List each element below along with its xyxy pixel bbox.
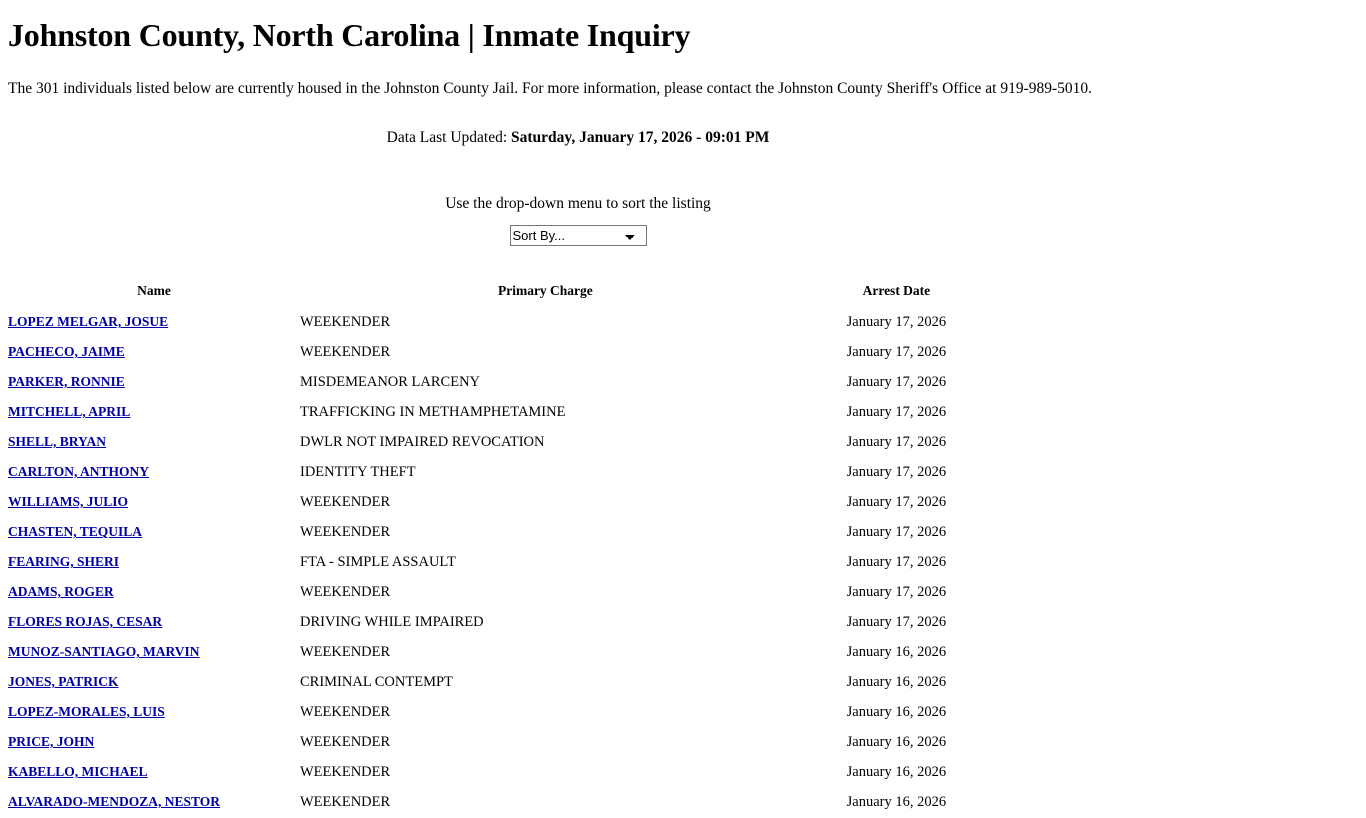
cell-primary-charge: IDENTITY THEFT [299,464,416,481]
table-header-row [8,283,1002,308]
inmate-detail-link[interactable]: JONES, PATRICK [8,674,119,690]
inmate-table [8,283,1002,818]
cell-inmate-name [8,698,300,728]
intro-paragraph: The 301 individuals listed below are currently housed in the Johnston County Jail. For more information, please contact the Johnston County Sheriff's Office at 919-989-5010. [8,79,1093,97]
inmate-detail-link[interactable]: PRICE, JOHN [8,734,95,750]
table-row [8,308,1002,338]
cell-arrest-date: January 16, 2026 [846,734,947,751]
inmate-detail-link[interactable]: FEARING, SHERI [8,554,120,570]
cell-inmate-name [8,398,300,428]
cell-primary-charge: WEEKENDER [299,584,391,601]
cell-primary-charge: WEEKENDER [299,494,391,511]
table-body [8,308,1002,818]
cell-inmate-name [8,758,300,788]
cell-arrest-date: January 17, 2026 [846,434,947,451]
last-updated-label: Data Last Updated: [386,129,508,147]
sort-control-wrapper [8,225,1358,246]
cell-inmate-name [8,518,300,548]
inmate-detail-link[interactable]: ADAMS, ROGER [8,584,114,600]
table-row [8,548,1002,578]
cell-primary-charge: WEEKENDER [299,524,391,541]
cell-primary-charge: WEEKENDER [299,314,391,331]
cell-arrest-date: January 17, 2026 [846,344,947,361]
table-row [8,668,1002,698]
table-row [8,698,1002,728]
page-container [0,19,1366,818]
cell-primary-charge: MISDEMEANOR LARCENY [299,374,481,391]
inmate-detail-link[interactable]: WILLIAMS, JULIO [8,494,129,510]
page-title: Johnston County, North Carolina | Inmate Inquiry [8,17,691,53]
cell-inmate-name [8,428,300,458]
table-row [8,488,1002,518]
cell-primary-charge: DWLR NOT IMPAIRED REVOCATION [299,434,545,451]
cell-primary-charge: CRIMINAL CONTEMPT [299,674,453,691]
cell-primary-charge: TRAFFICKING IN METHAMPHETAMINE [299,404,566,421]
cell-arrest-date: January 17, 2026 [846,374,947,391]
inmate-detail-link[interactable]: FLORES ROJAS, CESAR [8,614,163,630]
cell-primary-charge: FTA - SIMPLE ASSAULT [299,554,456,571]
inmate-detail-link[interactable]: KABELLO, MICHAEL [8,764,148,780]
table-row [8,788,1002,818]
inmate-detail-link[interactable]: LOPEZ MELGAR, JOSUE [8,314,169,330]
table-row [8,578,1002,608]
cell-arrest-date: January 17, 2026 [846,494,947,511]
cell-inmate-name [8,458,300,488]
table-header [8,283,1002,308]
inmate-detail-link[interactable]: ALVARADO-MENDOZA, NESTOR [8,794,221,810]
sort-by-select[interactable] [510,225,647,246]
inmate-detail-link[interactable]: MUNOZ-SANTIAGO, MARVIN [8,644,200,660]
cell-inmate-name [8,668,300,698]
cell-inmate-name [8,548,300,578]
table-row [8,758,1002,788]
cell-primary-charge: WEEKENDER [299,644,391,661]
cell-arrest-date: January 16, 2026 [846,764,947,781]
cell-arrest-date: January 16, 2026 [846,644,947,661]
cell-inmate-name [8,338,300,368]
inmate-detail-link[interactable]: PARKER, RONNIE [8,374,125,390]
cell-primary-charge: WEEKENDER [299,704,391,721]
table-row [8,458,1002,488]
cell-inmate-name [8,638,300,668]
cell-arrest-date: January 16, 2026 [846,794,947,811]
table-row [8,338,1002,368]
inmate-detail-link[interactable]: MITCHELL, APRIL [8,404,131,420]
cell-arrest-date: January 17, 2026 [846,524,947,541]
cell-primary-charge: WEEKENDER [299,764,391,781]
cell-arrest-date: January 17, 2026 [846,314,947,331]
inmate-detail-link[interactable]: LOPEZ-MORALES, LUIS [8,704,165,720]
table-row [8,368,1002,398]
table-row [8,428,1002,458]
last-updated-value: Saturday, January 17, 2026 - 09:01 PM [511,129,770,147]
cell-inmate-name [8,368,300,398]
sort-instructions: Use the drop-down menu to sort the listing [445,195,711,213]
cell-arrest-date: January 17, 2026 [846,614,947,631]
cell-inmate-name [8,308,300,338]
cell-inmate-name [8,788,300,818]
cell-arrest-date: January 16, 2026 [846,704,947,721]
table-row [8,608,1002,638]
inmate-detail-link[interactable]: CHASTEN, TEQUILA [8,524,143,540]
inmate-detail-link[interactable]: SHELL, BRYAN [8,434,107,450]
inmate-detail-link[interactable]: PACHECO, JAIME [8,344,125,360]
table-row [8,518,1002,548]
table-row [8,638,1002,668]
inmate-detail-link[interactable]: CARLTON, ANTHONY [8,464,150,480]
cell-arrest-date: January 16, 2026 [846,674,947,691]
column-header-charge: Primary Charge [497,283,593,299]
column-header-date: Arrest Date [862,283,931,299]
cell-inmate-name [8,488,300,518]
column-header-name: Name [137,283,171,299]
cell-inmate-name [8,608,300,638]
cell-inmate-name [8,578,300,608]
cell-primary-charge: DRIVING WHILE IMPAIRED [299,614,484,631]
table-row [8,398,1002,428]
last-updated [8,129,1358,147]
cell-primary-charge: WEEKENDER [299,734,391,751]
cell-primary-charge: WEEKENDER [299,794,391,811]
cell-arrest-date: January 17, 2026 [846,404,947,421]
cell-inmate-name [8,728,300,758]
cell-arrest-date: January 17, 2026 [846,464,947,481]
cell-primary-charge: WEEKENDER [299,344,391,361]
table-row [8,728,1002,758]
cell-arrest-date: January 17, 2026 [846,554,947,571]
cell-arrest-date: January 17, 2026 [846,584,947,601]
